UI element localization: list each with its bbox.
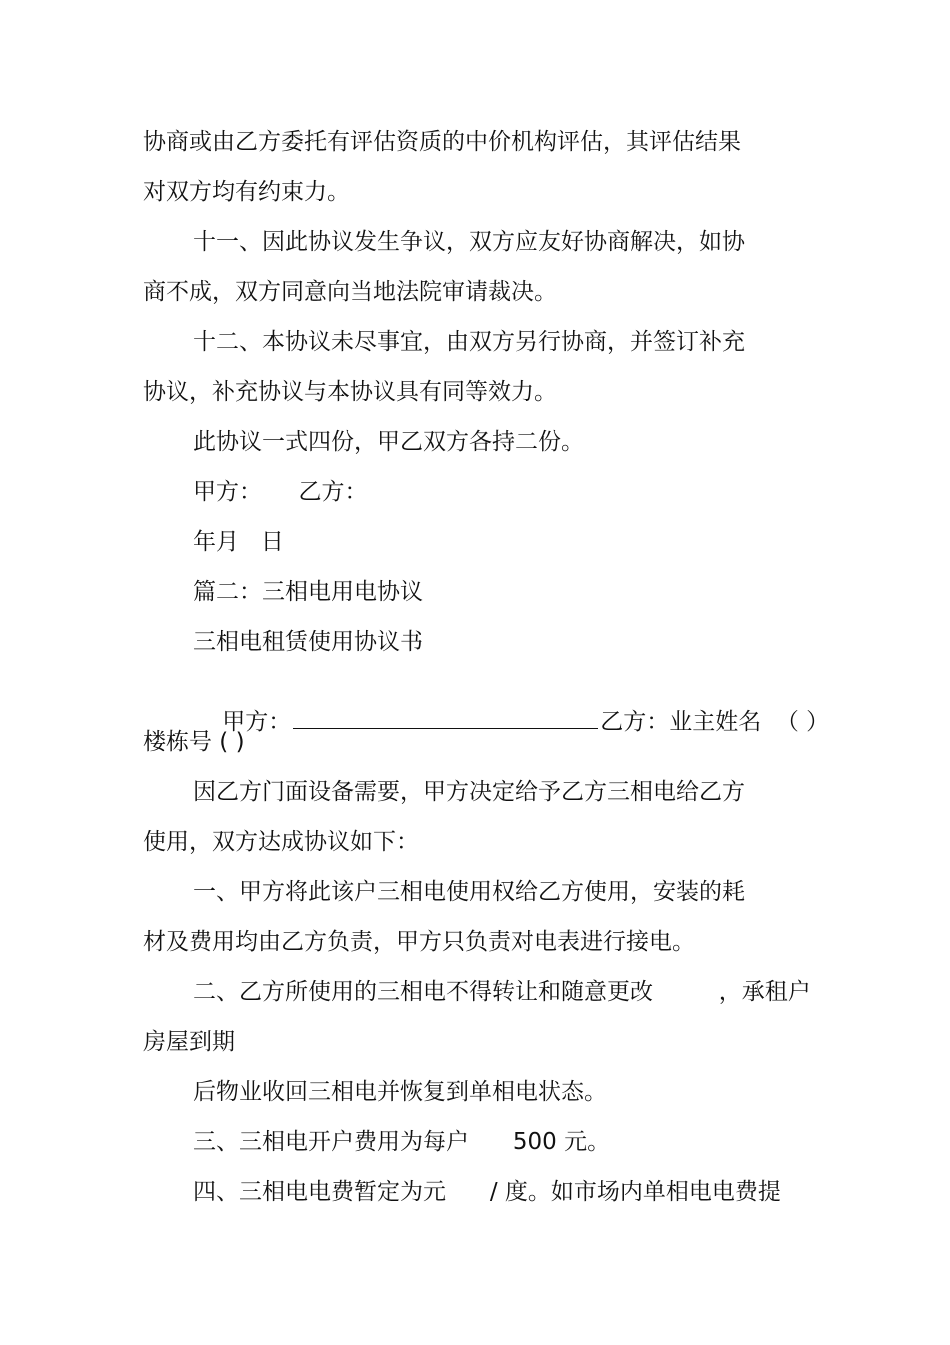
copies-statement: 此协议一式四份，甲乙双方各持二份。 (193, 429, 584, 455)
party-a-label: 甲方： (222, 709, 292, 735)
paragraph-line: 使用，双方达成协议如下： (143, 829, 419, 855)
agreement-title: 三相电租赁使用协议书 (193, 629, 423, 655)
paragraph-line: 后物业收回三相电并恢复到单相电状态。 (193, 1079, 607, 1105)
date-line: 年月 日 (193, 529, 284, 555)
paragraph-line: 材及费用均由乙方负责，甲方只负责对电表进行接电。 (143, 929, 695, 955)
paragraph-line: 商不成，双方同意向当地法院审请裁决。 (143, 279, 557, 305)
party-a-line (193, 677, 829, 767)
paragraph-line: 因乙方门面设备需要，甲方决定给予乙方三相电给乙方 (193, 779, 745, 805)
clause-four-line: 四、三相电电费暂定为元 / 度。如市场内单相电电费提 (193, 1179, 781, 1205)
party-signature-line: 甲方： 乙方： (193, 479, 368, 505)
section-heading: 篇二：三相电用电协议 (193, 579, 423, 605)
paragraph-line: 协商或由乙方委托有评估资质的中价机构评估，其评估结果 (143, 129, 741, 155)
party-a-blank (293, 708, 598, 729)
clause-twelve-line: 十二、本协议未尽事宜，由双方另行协商，并签订补充 (193, 329, 745, 355)
clause-eleven-line: 十一、因此协议发生争议，双方应友好协商解决，如协 (193, 229, 745, 255)
paragraph-line: 协议，补充协议与本协议具有同等效力。 (143, 379, 557, 405)
paragraph-line: 对双方均有约束力。 (143, 179, 350, 205)
building-number-line: 楼栋号 ( ) (143, 729, 245, 755)
party-b-label: 乙方：业主姓名 （ ） (600, 709, 830, 735)
clause-three-line: 三、三相电开户费用为每户 500 元。 (193, 1129, 611, 1155)
paragraph-line: 房屋到期 (143, 1029, 235, 1055)
clause-two-line: 二、乙方所使用的三相电不得转让和随意更改 ，承租户 (193, 979, 811, 1005)
clause-one-line: 一、甲方将此该户三相电使用权给乙方使用，安装的耗 (193, 879, 745, 905)
